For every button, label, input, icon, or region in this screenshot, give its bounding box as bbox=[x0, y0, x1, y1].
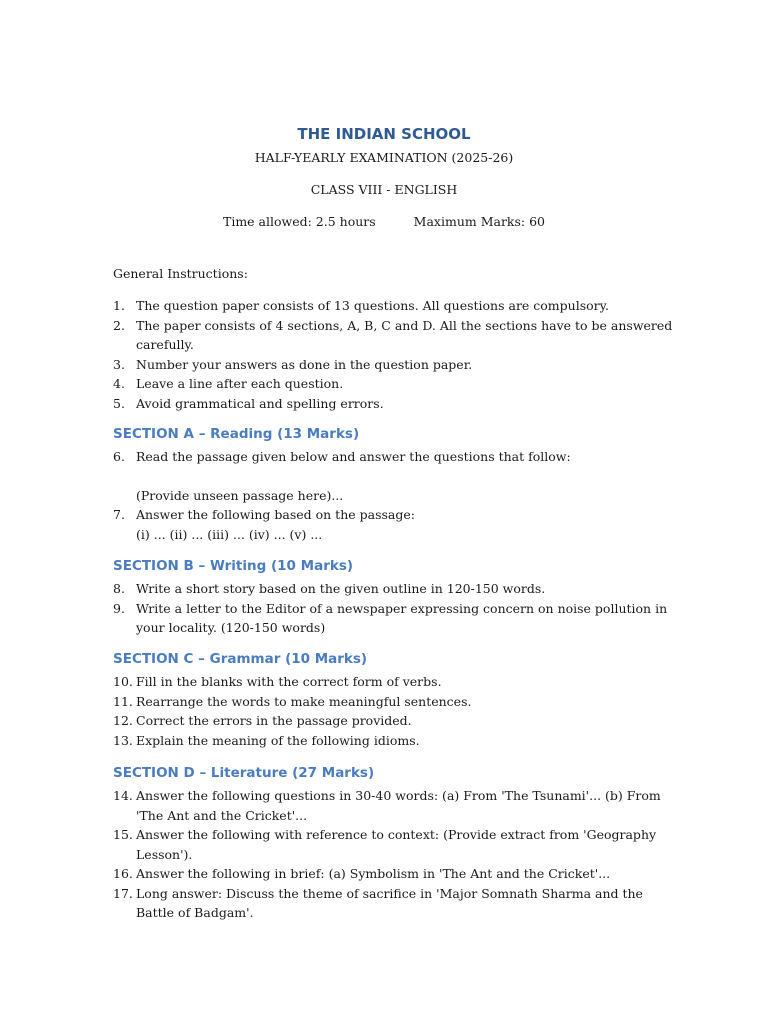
exam-meta bbox=[0, 214, 768, 229]
question-item: 10. Fill in the blanks with the correct form of verbs. bbox=[113, 674, 442, 689]
question-item: 6. Read the passage given below and answer the questions that follow: bbox=[113, 449, 571, 464]
instructions-list bbox=[113, 296, 673, 413]
question-item: 14. Answer the following questions in 30-40 words: (a) From 'The Tsunami'... (b) From 'The Ant and the Cricket'... bbox=[113, 788, 661, 823]
question-item: 9. Write a letter to the Editor of a newspaper expressing concern on noise pollution in your locality. (120-150 words) bbox=[113, 600, 668, 635]
list-item: 2. The paper consists of 4 sections, A, B, C and D. All the sections have to be answered carefully. bbox=[113, 317, 673, 352]
question-item: 17. Long answer: Discuss the theme of sacrifice in 'Major Somnath Sharma and the Battle of Badgam'. bbox=[113, 885, 643, 920]
question-item: 16. Answer the following in brief: (a) Symbolism in 'The Ant and the Cricket'... bbox=[113, 866, 611, 881]
question-item: 8. Write a short story based on the given outline in 120-150 words. bbox=[113, 581, 546, 596]
instructions-label: General Instructions: bbox=[113, 266, 248, 281]
question-parts: (i) ... (ii) ... (iii) ... (iv) ... (v) ... bbox=[136, 526, 323, 542]
section-a-heading: SECTION A – Reading (13 Marks) bbox=[113, 426, 360, 442]
section-c-questions bbox=[113, 672, 673, 750]
time-allowed: Time allowed: 2.5 hours bbox=[222, 214, 376, 229]
school-title: THE INDIAN SCHOOL bbox=[297, 125, 471, 143]
list-item: 1. The question paper consists of 13 questions. All questions are compulsory. bbox=[113, 298, 610, 313]
question-item: 15. Answer the following with reference to context: (Provide extract from 'Geography Lesson'). bbox=[113, 827, 657, 862]
question-item: 7. Answer the following based on the passage: bbox=[113, 507, 415, 522]
list-item: 5. Avoid grammatical and spelling errors. bbox=[113, 395, 384, 411]
question-item: 11. Rearrange the words to make meaningful sentences. bbox=[113, 693, 472, 709]
section-d-questions bbox=[113, 786, 673, 923]
maximum-marks: Maximum Marks: 60 bbox=[413, 214, 546, 229]
question-item: 12. Correct the errors in the passage provided. bbox=[113, 713, 412, 728]
section-b-questions bbox=[113, 579, 673, 638]
list-item: 3. Number your answers as done in the question paper. bbox=[113, 356, 473, 372]
section-c-heading: SECTION C – Grammar (10 Marks) bbox=[113, 651, 368, 667]
question-item: 13. Explain the meaning of the following idioms. bbox=[113, 732, 420, 748]
section-b-heading: SECTION B – Writing (10 Marks) bbox=[113, 558, 354, 574]
passage-note: (Provide unseen passage here)... bbox=[136, 487, 344, 503]
list-item: 4. Leave a line after each question. bbox=[113, 376, 344, 391]
exam-title: HALF-YEARLY EXAMINATION (2025-26) bbox=[254, 150, 514, 165]
section-a-questions bbox=[113, 447, 673, 544]
section-d-heading: SECTION D – Literature (27 Marks) bbox=[113, 765, 375, 781]
class-subject: CLASS VIII - ENGLISH bbox=[310, 182, 458, 197]
